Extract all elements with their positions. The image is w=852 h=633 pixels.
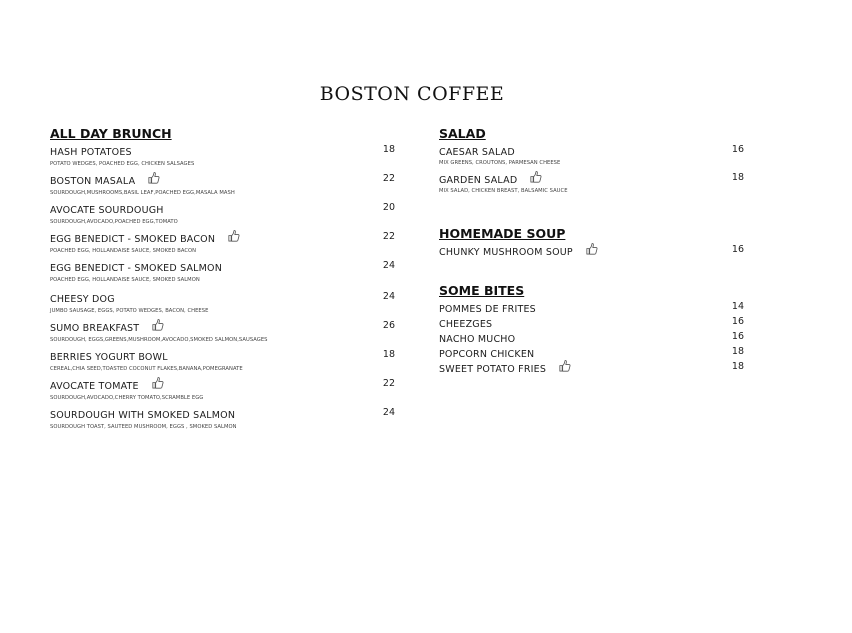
item-description: MIX GREENS, CROUTONS, PARMESAN CHEESE [439, 160, 561, 166]
item-name: HASH POTATOES [50, 147, 132, 158]
item-name: BOSTON MASALA [50, 176, 136, 187]
item-description: POTATO WEDGES, POACHED EGG, CHICKEN SALSAGES [50, 161, 195, 167]
item-name: AVOCATE TOMATE [50, 381, 139, 392]
item-price: 16 [731, 144, 744, 155]
menu-item-berries-yogurt-bowl [50, 347, 395, 376]
menu-item-sourdough-with-smoked-salmon [50, 405, 395, 434]
menu-item-caesar-salad [439, 142, 744, 170]
item-price: 22 [382, 378, 395, 389]
thumbs-up-icon [147, 171, 160, 184]
thumbs-up-icon [227, 229, 240, 242]
menu-item-egg-benedict-smoked-bacon [50, 229, 395, 258]
item-price: 16 [731, 244, 744, 255]
thumbs-up-icon [529, 170, 542, 183]
menu-item-avocate-sourdough [50, 200, 395, 229]
section-heading-some-bites: SOME BITES [439, 283, 525, 298]
item-price: 26 [382, 320, 395, 331]
item-name: EGG BENEDICT - SMOKED BACON [50, 234, 216, 245]
item-price: 18 [731, 361, 744, 372]
item-price: 24 [382, 407, 395, 418]
item-name: SUMO BREAKFAST [50, 323, 140, 334]
menu-item-nacho-mucho [439, 329, 744, 344]
item-name: SOURDOUGH WITH SMOKED SALMON [50, 410, 236, 421]
menu-item-cheesy-dog [50, 289, 395, 318]
item-price: 18 [731, 172, 744, 183]
thumbs-up-icon [151, 318, 164, 331]
menu-item-hash-potatoes [50, 142, 395, 171]
menu-item-chunky-mushroom-soup [439, 242, 744, 257]
item-price: 18 [382, 144, 395, 155]
section-spacer [439, 198, 744, 225]
thumbs-up-icon [558, 359, 571, 372]
menu-item-avocate-tomate [50, 376, 395, 405]
item-description: POACHED EGG, HOLLANDAISE SAUCE, SMOKED SALMON [50, 277, 200, 283]
menu-item-sweet-potato-fries [439, 359, 744, 374]
item-description: SOURDOUGH, EGGS,GREENS,MUSHROOM,AVOCADO,SMOKED SALMON,SAUSAGES [50, 337, 268, 343]
item-price: 14 [731, 301, 744, 312]
item-price: 24 [382, 291, 395, 302]
item-description: POACHED EGG, HOLLANDAISE SAUCE, SMOKED BACON [50, 248, 197, 254]
item-name: POMMES DE FRITES [439, 304, 536, 315]
item-name: SWEET POTATO FRIES [439, 364, 547, 375]
menu-item-cheezges [439, 314, 744, 329]
item-description: MIX SALAD, CHICKEN BREAST, BALSAMIC SAUCE [439, 188, 568, 194]
menu-item-garden-salad [439, 170, 744, 198]
menu-item-popcorn-chicken [439, 344, 744, 359]
item-price: 20 [382, 202, 395, 213]
item-price: 18 [731, 346, 744, 357]
item-description: SOURDOUGH TOAST, SAUTEED MUSHROOM, EGGS , SMOKED SALMON [50, 424, 237, 430]
item-name: CHEEZGES [439, 319, 493, 330]
menu-title: BOSTON COFFEE [319, 83, 505, 105]
section-spacer [439, 257, 744, 282]
item-name: CHEESY DOG [50, 294, 115, 305]
item-description: SOURDOUGH,AVOCADO,CHERRY TOMATO,SCRAMBLE EGG [50, 395, 204, 401]
item-name: NACHO MUCHO [439, 334, 516, 345]
menu-item-sumo-breakfast [50, 318, 395, 347]
item-price: 16 [731, 331, 744, 342]
section-heading-all-day-brunch: ALL DAY BRUNCH [50, 126, 172, 141]
item-name: CAESAR SALAD [439, 147, 515, 158]
item-price: 22 [382, 173, 395, 184]
item-description: SOURDOUGH,AVOCADO,POACHED EGG,TOMATO [50, 219, 178, 225]
item-price: 16 [731, 316, 744, 327]
item-description: JUMBO SAUSAGE, EGGS, POTATO WEDGES, BACON, CHEESE [50, 308, 209, 314]
thumbs-up-icon [151, 376, 164, 389]
item-name: EGG BENEDICT - SMOKED SALMON [50, 263, 223, 274]
item-description: CEREAL,CHIA SEED,TOASTED COCONUT FLAKES,BANANA,POMEGRANATE [50, 366, 243, 372]
menu-item-pommes-de-frites [439, 299, 744, 314]
thumbs-up-icon [585, 242, 598, 255]
menu-item-egg-benedict-smoked-salmon [50, 258, 395, 287]
item-description: SOURDOUGH,MUSHROOMS,BASIL LEAF,POACHED EGG,MASALA MASH [50, 190, 235, 196]
right-menu-column [439, 125, 744, 374]
all-day-brunch-section [50, 125, 395, 434]
item-price: 18 [382, 349, 395, 360]
section-heading-salad: SALAD [439, 126, 486, 141]
menu-item-boston-masala [50, 171, 395, 200]
section-heading-homemade-soup: HOMEMADE SOUP [439, 226, 566, 241]
item-price: 24 [382, 260, 395, 271]
item-name: CHUNKY MUSHROOM SOUP [439, 247, 573, 258]
item-name: BERRIES YOGURT BOWL [50, 352, 168, 363]
item-price: 22 [382, 231, 395, 242]
item-name: AVOCATE SOURDOUGH [50, 205, 164, 216]
item-name: POPCORN CHICKEN [439, 349, 535, 360]
item-name: GARDEN SALAD [439, 175, 518, 186]
